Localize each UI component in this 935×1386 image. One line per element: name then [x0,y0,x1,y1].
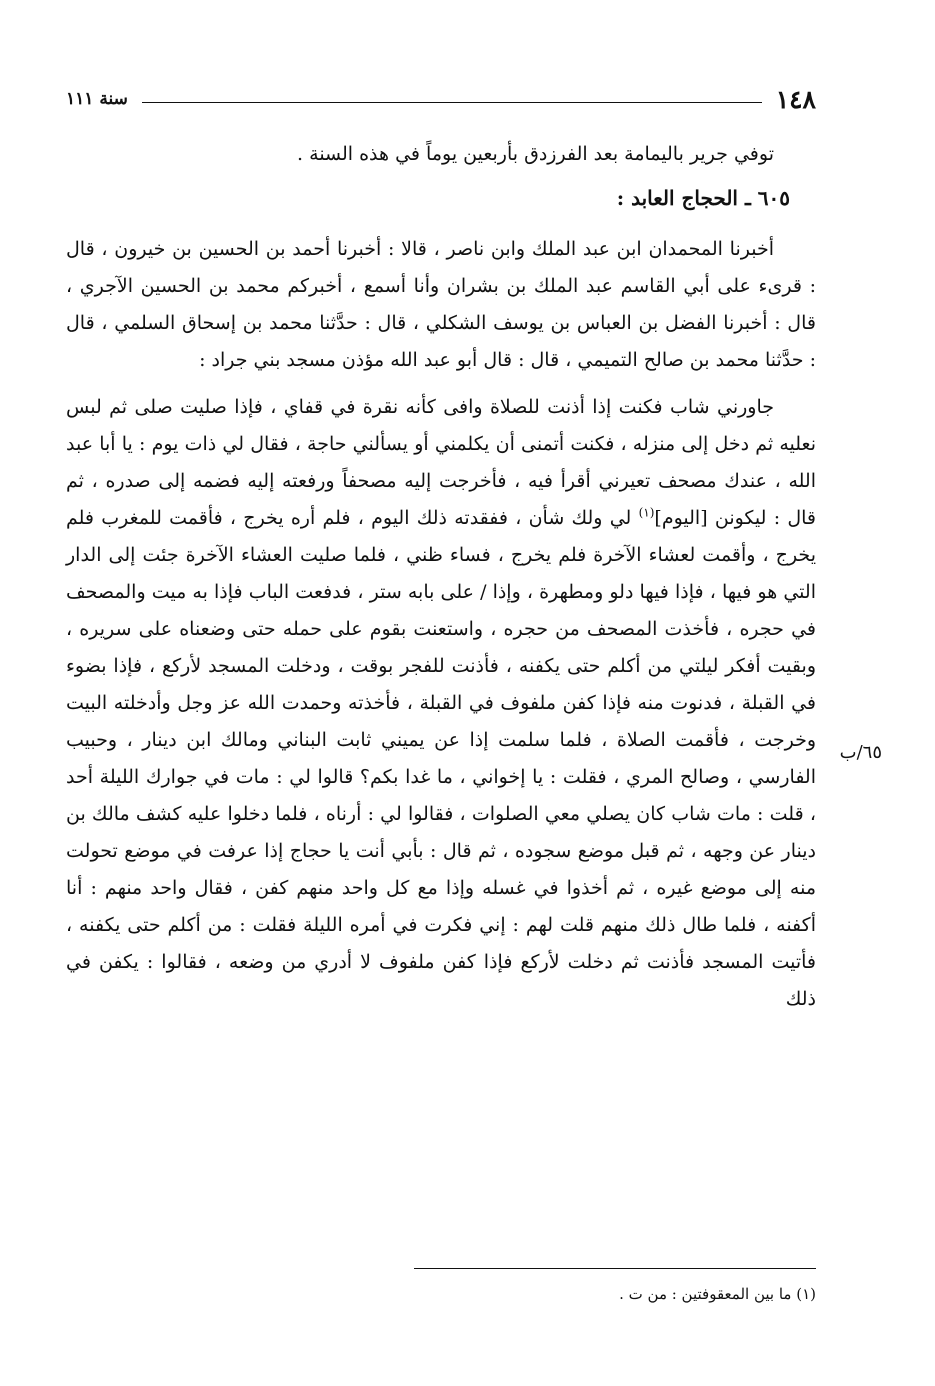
isnad-paragraph: أخبرنا المحمدان ابن عبد الملك وابن ناصر ، قالا : أخبرنا أحمد بن الحسين بن خيرون ، قال : قرىء على أبي القاسم عبد الملك بن بشران وأنا أسمع ، أخبركم محمد بن الحسين الآجري ، قال : أخبرنا الفضل بن العباس بن يوسف الشكلي ، قال : حدَّثنا محمد بن إسحاق السلمي ، قال : حدَّثنا محمد بن صالح التميمي ، قال : قال أبو عبد الله مؤذن مسجد بني جراد : [66,238,816,371]
page-number: ١٤٨ [775,84,816,114]
running-head: سنة ١١١ [66,89,128,109]
story-text-part-2: لي ولك شأن ، ففقدته ذلك اليوم ، فلم أره يخرج ، فأقمت للمغرب فلم يخرج ، وأقمت لعشاء الآخرة فلم يخرج ، فساء ظني ، فلما صليت العشاء الآخرة جئت إلى الدار التي هو فيها ، فإذا فيها دلو ومطهرة ، وإذا / على بابه ستر ، فدفعت الباب فإذا به ميت والمصحف في حجره ، فأخذت المصحف من حجره ، واستعنت بقوم على حمله حتى وضعناه على سريره ، وبقيت أفكر ليلتي من أكلم حتى يكفنه ، فأذنت للفجر بوقت ، ودخلت المسجد لأركع ، فإذا بضوء في القبلة ، فدنوت منه فإذا كفن ملفوف في القبلة ، فأخذته وحمدت الله عز وجل وأدخلته البيت وخرجت ، فأقمت الصلاة ، فلما سلمت إذا عن يميني ثابت البناني ومالك ابن دينار ، وحبيب الفارسي ، وصالح المري ، فقلت : يا إخواني ، ما غدا بكم؟ قالوا لي : مات في جوارك الليلة أحد ، قلت : مات شاب كان يصلي معي الصلوات ، فقالوا لي : أرناه ، فلما دخلوا عليه كشف مالك بن دينار عن وجهه ، ثم قبل موضع سجوده ، ثم قال : بأبي أنت يا حجاج إذا عرفت في موضع تحولت منه إلى موضع غيره ، ثم أخذوا في غسله وإذا مع كل واحد منهم كفن ، فقال واحد منهم : أنا أكفنه ، فلما طال ذلك منهم قلت لهم : إني فكرت في أمره الليلة فقلت : من أكلم حتى يكفنه ، فأتيت المسجد فأذنت ثم دخلت لأركع فإذا كفن ملفوف لا أدري من وضعه ، فقالوا : يكفن في ذلك [66,507,816,1010]
header-rule [142,102,762,103]
story-text-part-1: جاورني شاب فكنت إذا أذنت للصلاة وافى كأنه نقرة في قفاي ، فإذا صليت صلى ثم لبس نعليه ثم دخل إلى منزله ، فكنت أتمنى أن يكلمني أو يسألني حاجة ، فقال لي ذات يوم : يا أبا عبد الله ، عندك مصحف تعيرني أقرأ فيه ، فأخرجت إليه مصحفاً ورفعته إليه فضمه إلى صدره ، ثم قال : ليكونن [اليوم] [66,396,817,529]
manuscript-folio-note: ٦٥/ب [839,742,882,763]
page-header [66,84,816,114]
footnote-reference[interactable]: (١) [638,505,655,520]
intro-line: توفي جرير باليمامة بعد الفرزدق بأربعين يوماً في هذه السنة . [297,143,774,165]
footnote-separator [414,1268,816,1269]
story-paragraph [66,389,816,1018]
footnote: (١) ما بين المعقوفتين : من ت . [619,1285,816,1303]
main-text [66,136,816,1018]
paragraph-gap [66,379,816,389]
paragraph-gap [66,221,816,231]
entry-heading: ٦٠٥ ـ الحجاج العابد : [616,186,790,210]
